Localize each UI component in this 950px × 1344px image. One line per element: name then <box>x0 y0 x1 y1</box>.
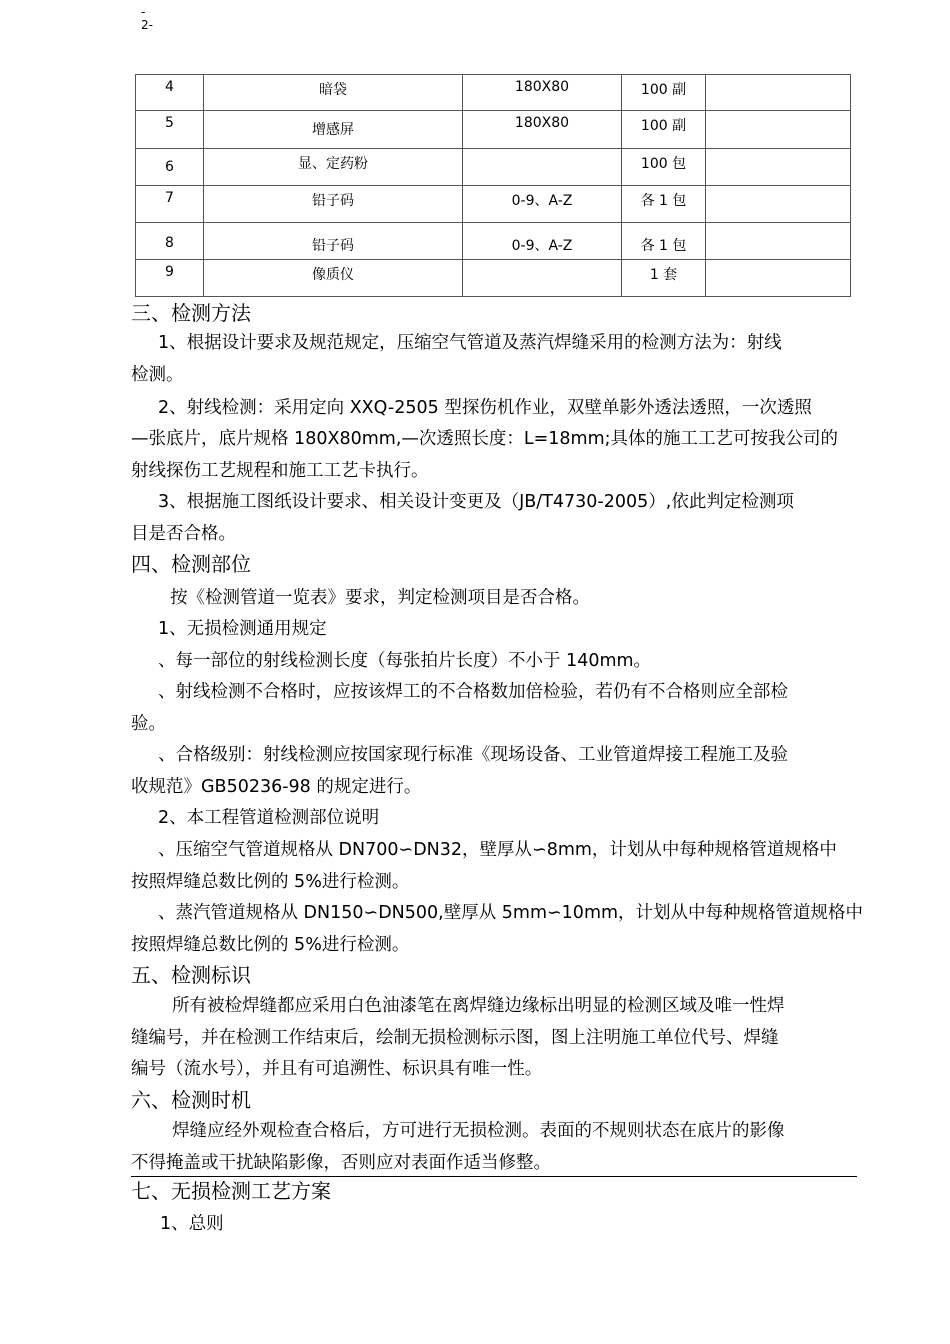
cell-note <box>706 186 851 223</box>
cell-note <box>706 111 851 149</box>
paragraph-line: 检测。 <box>131 365 184 385</box>
paragraph-line: 2、射线检测：采用定向 XXQ-2505 型探伤机作业，双壁单影外透法透照，一次透照 <box>158 398 812 418</box>
cell-qty: 100 副 <box>622 111 706 149</box>
section-heading-process: 七、无损检测工艺方案 <box>131 1179 331 1203</box>
horizontal-rule <box>131 1176 857 1177</box>
cell-no: 5 <box>136 111 204 149</box>
cell-name: 增感屏 <box>204 111 463 149</box>
page-header <box>141 6 153 32</box>
section-heading-timing: 六、检测时机 <box>131 1088 251 1112</box>
cell-spec: 180X80 <box>463 111 622 149</box>
paragraph-line: 缝编号，并在检测工作结束后，绘制无损检测标示图，图上注明施工单位代号、焊缝 <box>131 1028 779 1048</box>
paragraph-line: 不得掩盖或干扰缺陷影像，否则应对表面作适当修整。 <box>131 1153 551 1173</box>
paragraph-line: 所有被检焊缝都应采用白色油漆笔在离焊缝边缘标出明显的检测区域及唯一性焊 <box>172 996 785 1016</box>
paragraph-line: —张底片，底片规格 180X80mm,—次透照长度：L=18mm;具体的施工工艺可按我公司的 <box>131 429 839 449</box>
page-number: 2- <box>141 18 153 32</box>
cell-note <box>706 223 851 260</box>
equipment-table <box>135 74 851 297</box>
cell-note <box>706 149 851 186</box>
bullet-line: 、合格级别：射线检测应按国家现行标准《现场设备、工业管道焊接工程施工及验 <box>158 745 788 765</box>
cell-no: 7 <box>136 186 204 223</box>
cell-no: 8 <box>136 223 204 260</box>
table-row <box>136 75 851 111</box>
paragraph-line: 按照焊缝总数比例的 5%进行检测。 <box>131 935 410 955</box>
bullet-line: 、每一部位的射线检测长度（每张拍片长度）不小于 140mm。 <box>158 651 652 671</box>
cell-spec: 0-9、A-Z <box>463 186 622 223</box>
subheading: 1、总则 <box>160 1214 224 1234</box>
table-row <box>136 111 851 149</box>
cell-name: 暗袋 <box>204 75 463 111</box>
subheading: 1、无损检测通用规定 <box>158 619 327 639</box>
section-heading-method: 三、检测方法 <box>131 301 251 325</box>
table-row <box>136 186 851 223</box>
table-row <box>136 223 851 260</box>
section-heading-location: 四、检测部位 <box>131 552 251 576</box>
cell-note <box>706 75 851 111</box>
paragraph-line: 目是否合格。 <box>131 524 236 544</box>
cell-name: 铅子码 <box>204 223 463 260</box>
bullet-line: 、压缩空气管道规格从 DN700∽DN32，壁厚从∽8mm，计划从中每种规格管道规格中 <box>158 840 837 860</box>
subheading: 2、本工程管道检测部位说明 <box>158 808 380 828</box>
cell-spec: 180X80 <box>463 75 622 111</box>
cell-no: 6 <box>136 149 204 186</box>
cell-spec <box>463 149 622 186</box>
cell-qty: 100 副 <box>622 75 706 111</box>
paragraph-line: 3、根据施工图纸设计要求、相关设计变更及（JB/T4730-2005）,依此判定检测项 <box>158 492 794 512</box>
table-row <box>136 149 851 186</box>
cell-qty: 100 包 <box>622 149 706 186</box>
cell-name: 像质仪 <box>204 260 463 297</box>
cell-qty: 各 1 包 <box>622 223 706 260</box>
paragraph-line: 1、根据设计要求及规范规定，压缩空气管道及蒸汽焊缝采用的检测方法为：射线 <box>158 333 782 353</box>
paragraph-line: 收规范》GB50236-98 的规定进行。 <box>131 777 422 797</box>
bullet-line: 、蒸汽管道规格从 DN150∽DN500,壁厚从 5mm∽10mm，计划从中每种规格管道规格中 <box>158 903 864 923</box>
cell-qty: 1 套 <box>622 260 706 297</box>
cell-spec <box>463 260 622 297</box>
paragraph-line: 验。 <box>131 714 166 734</box>
bullet-line: 、射线检测不合格时，应按该焊工的不合格数加倍检验，若仍有不合格则应全部检 <box>158 682 788 702</box>
section-heading-marking: 五、检测标识 <box>131 963 251 987</box>
cell-spec: 0-9、A-Z <box>463 223 622 260</box>
table-row <box>136 260 851 297</box>
paragraph-line: 射线探伤工艺规程和施工工艺卡执行。 <box>131 461 429 481</box>
cell-note <box>706 260 851 297</box>
cell-no: 4 <box>136 75 204 111</box>
paragraph-line: 焊缝应经外观检查合格后，方可进行无损检测。表面的不规则状态在底片的影像 <box>172 1121 785 1141</box>
cell-qty: 各 1 包 <box>622 186 706 223</box>
cell-name: 铅子码 <box>204 186 463 223</box>
paragraph-line: 编号（流水号），并且有可追溯性、标识具有唯一性。 <box>131 1059 543 1079</box>
paragraph-line: 按《检测管道一览表》要求，判定检测项目是否合格。 <box>170 588 590 608</box>
header-dash: - <box>141 5 146 19</box>
cell-name: 显、定药粉 <box>204 149 463 186</box>
paragraph-line: 按照焊缝总数比例的 5%进行检测。 <box>131 872 410 892</box>
cell-no: 9 <box>136 260 204 297</box>
